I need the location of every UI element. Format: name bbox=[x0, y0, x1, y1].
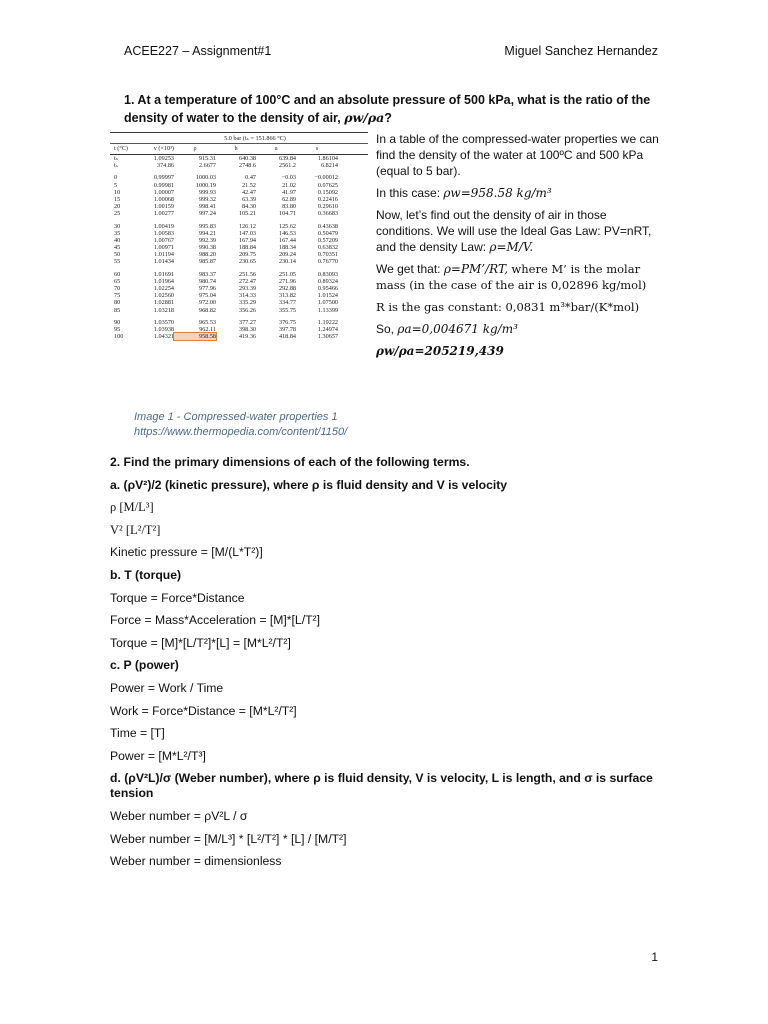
table-cell: 0.36683 bbox=[317, 210, 338, 218]
table-cell: 1.00068 bbox=[153, 195, 174, 203]
table-cell: 80 bbox=[114, 299, 121, 307]
table-cell: 1.03218 bbox=[153, 306, 174, 314]
table-cell: 85 bbox=[114, 306, 121, 314]
table-cell: 230.65 bbox=[238, 258, 256, 266]
part-a-line: ρ [M/L³] bbox=[110, 500, 154, 515]
table-cell: 1.02881 bbox=[153, 299, 174, 307]
table-cell: 147.03 bbox=[238, 229, 256, 237]
table-row bbox=[110, 237, 368, 244]
table-header-cell: v (×10³) bbox=[153, 145, 174, 152]
table-cell: tₛ bbox=[114, 162, 119, 170]
compressed-water-table bbox=[110, 132, 368, 340]
table-cell: 1.01691 bbox=[153, 270, 174, 278]
table-cell: 25 bbox=[114, 210, 121, 218]
table-cell: 2561.2 bbox=[278, 162, 296, 170]
table-cell: 1.07500 bbox=[317, 299, 338, 307]
table-cell: 1.03570 bbox=[153, 318, 174, 326]
table-cell: 42.47 bbox=[242, 188, 256, 196]
part-b-line: Torque = [M]*[L/T²]*[L] = [M*L²/T²] bbox=[110, 635, 291, 650]
table-row bbox=[110, 230, 368, 237]
table-cell: 40 bbox=[114, 236, 121, 244]
table-cell: 419.36 bbox=[238, 333, 256, 341]
table-cell: 355.75 bbox=[278, 306, 296, 314]
table-cell: 1.30657 bbox=[317, 333, 338, 341]
caption-url: https://www.thermopedia.com/content/1150/ bbox=[134, 426, 348, 438]
table-cell: 314.33 bbox=[238, 292, 256, 300]
image-caption bbox=[134, 410, 374, 440]
part-c-line: Time = [T] bbox=[110, 726, 165, 741]
table-row bbox=[110, 203, 368, 210]
table-cell: 60 bbox=[114, 270, 121, 278]
table-cell: 418.84 bbox=[278, 333, 296, 341]
table-cell: 0.76770 bbox=[317, 258, 338, 266]
table-cell: 1.00419 bbox=[153, 222, 174, 230]
part-c-line: Power = Work / Time bbox=[110, 680, 224, 695]
table-cell: 983.37 bbox=[198, 270, 216, 278]
table-row bbox=[110, 319, 368, 326]
water-density-value: ρw=958.58 kg/m³ bbox=[443, 186, 552, 200]
table-cell: 398.30 bbox=[238, 325, 256, 333]
table-row bbox=[110, 333, 368, 340]
table-cell: 0.57209 bbox=[317, 236, 338, 244]
page-number: 1 bbox=[651, 950, 658, 964]
table-cell: 188.34 bbox=[278, 244, 296, 252]
table-cell: 293.39 bbox=[238, 285, 256, 292]
table-cell: −0.00012 bbox=[314, 174, 338, 182]
part-c-line: Work = Force*Distance = [M*L²/T²] bbox=[110, 703, 297, 718]
table-cell: 0.99997 bbox=[153, 174, 174, 182]
table-title: 5.0 bar (tₛ = 151.866 °C) bbox=[110, 133, 368, 144]
table-cell: 958.58 bbox=[174, 333, 216, 340]
table-cell: 126.12 bbox=[238, 222, 256, 230]
table-cell: 1.00583 bbox=[153, 229, 174, 237]
table-cell: 0 bbox=[114, 174, 118, 182]
table-cell: −0.03 bbox=[281, 174, 296, 182]
table-header-cell: s bbox=[315, 145, 319, 152]
answer-1-ratio: ρw/ρa=205219,439 bbox=[376, 344, 504, 358]
table-cell: 209.24 bbox=[278, 251, 296, 259]
table-cell: 55 bbox=[114, 258, 121, 266]
question-1-end: ? bbox=[384, 111, 392, 125]
answer-1-water-density bbox=[376, 185, 666, 201]
table-cell: 2748.6 bbox=[238, 162, 256, 170]
table-cell: 1.01194 bbox=[154, 251, 174, 259]
table-cell: 188.84 bbox=[238, 244, 256, 252]
table-row bbox=[110, 155, 368, 162]
part-b-line: Force = Mass*Acceleration = [M]*[L/T²] bbox=[110, 613, 320, 628]
table-cell: 1000.03 bbox=[195, 174, 216, 182]
table-row bbox=[110, 196, 368, 203]
table-header-cell: ρ bbox=[193, 145, 197, 152]
table-cell: 35 bbox=[114, 229, 121, 237]
table-cell: 21.02 bbox=[282, 181, 296, 189]
part-c-line: Power = [M*L²/T³] bbox=[110, 748, 206, 763]
table-cell: 377.27 bbox=[238, 318, 256, 326]
table-cell: 271.96 bbox=[278, 277, 296, 285]
table-cell: 962.11 bbox=[199, 325, 216, 333]
table-cell: 104.71 bbox=[278, 210, 296, 218]
table-cell: 1.24974 bbox=[317, 325, 338, 333]
table-cell: 1.01524 bbox=[317, 292, 338, 300]
table-cell: 992.39 bbox=[198, 236, 216, 244]
table-header-cell: u bbox=[274, 145, 278, 152]
table-cell: 0.15092 bbox=[317, 188, 338, 196]
table-cell: 20 bbox=[114, 203, 121, 211]
table-cell: 50 bbox=[114, 251, 121, 259]
table-row bbox=[110, 174, 368, 181]
table-row bbox=[110, 223, 368, 230]
table-cell: 1.02560 bbox=[153, 292, 174, 300]
question-1-text: 1. At a temperature of 100°C and an absolute pressure of 500 kPa, what is the ratio of the density of water to the density of air, bbox=[124, 93, 651, 125]
table-cell: 915.31 bbox=[198, 155, 216, 162]
table-cell: 251.05 bbox=[278, 270, 296, 278]
table-cell: 1.04321 bbox=[153, 333, 174, 341]
table-cell: tₛ bbox=[114, 155, 119, 162]
table-cell: 10 bbox=[114, 188, 121, 196]
question-2 bbox=[110, 455, 670, 877]
table-cell: 1.02254 bbox=[153, 285, 174, 292]
label-text: Now, let’s find out the density of air in those conditions. We will use the Ideal Gas Law: PV=nRT, and the density Law: bbox=[376, 208, 652, 254]
table-cell: 1.13399 bbox=[317, 306, 338, 314]
table-cell: 167.44 bbox=[278, 236, 296, 244]
table-cell: 990.38 bbox=[198, 244, 216, 252]
table-cell: 41.97 bbox=[282, 188, 296, 196]
table-cell: 374.86 bbox=[156, 162, 174, 170]
table-cell: 313.82 bbox=[278, 292, 296, 300]
table-cell: 1.01434 bbox=[153, 258, 174, 266]
answer-1-gas-law bbox=[376, 207, 666, 255]
header-author: Miguel Sanchez Hernandez bbox=[504, 44, 658, 58]
table-cell: 639.84 bbox=[278, 155, 296, 162]
table-header-cell: h bbox=[234, 145, 238, 152]
part-d-line: Weber number = ρV²L / σ bbox=[110, 808, 248, 823]
table-cell: 376.75 bbox=[278, 318, 296, 326]
table-cell: 1.00007 bbox=[153, 188, 174, 196]
table-cell: 397.78 bbox=[278, 325, 296, 333]
table-cell: 84.30 bbox=[242, 203, 256, 211]
table-cell: 0.99981 bbox=[153, 181, 174, 189]
table-cell: 1.00971 bbox=[153, 244, 174, 252]
table-cell: 988.20 bbox=[198, 251, 216, 259]
table-cell: 125.62 bbox=[278, 222, 296, 230]
table-cell: 100 bbox=[114, 333, 124, 341]
table-cell: 0.83093 bbox=[317, 270, 338, 278]
table-cell: 1.03938 bbox=[153, 325, 174, 333]
table-cell: 985.87 bbox=[198, 258, 216, 266]
table-row bbox=[110, 162, 368, 169]
table-cell: 272.47 bbox=[238, 277, 256, 285]
table-cell: 21.52 bbox=[242, 181, 256, 189]
table-cell: 95 bbox=[114, 325, 121, 333]
table-row bbox=[110, 285, 368, 292]
table-cell: 997.24 bbox=[198, 210, 216, 218]
table-cell: 0.22416 bbox=[317, 195, 338, 203]
table-cell: 965.53 bbox=[198, 318, 216, 326]
table-cell: 995.83 bbox=[198, 222, 216, 230]
part-a-heading: a. (ρV²)/2 (kinetic pressure), where ρ is fluid density and V is velocity bbox=[110, 477, 508, 492]
table-row bbox=[110, 299, 368, 306]
table-cell: 209.75 bbox=[238, 251, 256, 259]
table-cell: 977.96 bbox=[198, 285, 216, 292]
table-cell: 15 bbox=[114, 195, 121, 203]
table-cell: 0.95466 bbox=[317, 285, 338, 292]
table-cell: 2.6677 bbox=[198, 162, 216, 170]
air-density-value: ρa=0,004671 kg/m³ bbox=[397, 322, 518, 336]
table-row bbox=[110, 278, 368, 285]
table-cell: 640.38 bbox=[238, 155, 256, 162]
table-cell: 75 bbox=[114, 292, 121, 300]
answer-1-gas-constant: R is the gas constant: 0,0831 m³*bar/(K*mol) bbox=[376, 300, 640, 314]
answer-1-column bbox=[376, 131, 666, 365]
label-text: In this case: bbox=[376, 186, 441, 200]
part-b-heading: b. T (torque) bbox=[110, 567, 182, 582]
table-cell: 0.70351 bbox=[317, 251, 338, 259]
table-body bbox=[110, 155, 368, 340]
part-d-heading: d. (ρV²L)/σ (Weber number), where ρ is fluid density, V is velocity, L is length, and σ is surface tension bbox=[110, 771, 653, 801]
table-cell: 0.63832 bbox=[317, 244, 338, 252]
table-cell: 1.19222 bbox=[317, 318, 338, 326]
table-cell: 0.43638 bbox=[317, 222, 338, 230]
part-a-line: Kinetic pressure = [M/(L*T²)] bbox=[110, 545, 263, 560]
table-cell: 1.01964 bbox=[153, 277, 174, 285]
table-cell: 230.14 bbox=[278, 258, 296, 266]
compressed-water-table-image bbox=[110, 132, 368, 442]
table-cell: 5 bbox=[114, 181, 118, 189]
table-cell: 62.89 bbox=[282, 195, 296, 203]
table-cell: 994.21 bbox=[198, 229, 216, 237]
table-row bbox=[110, 244, 368, 251]
table-cell: 1.09253 bbox=[153, 155, 174, 162]
question-1-math: ρw/ρa bbox=[344, 110, 385, 125]
table-cell: 1000.19 bbox=[195, 181, 216, 189]
part-d-line: Weber number = dimensionless bbox=[110, 854, 282, 869]
label-text: So, bbox=[376, 322, 395, 336]
table-cell: 167.94 bbox=[238, 236, 256, 244]
table-cell: 1.86104 bbox=[317, 155, 338, 162]
table-cell: 0.29610 bbox=[317, 203, 338, 211]
table-cell: 356.26 bbox=[238, 306, 256, 314]
table-cell: 999.32 bbox=[198, 195, 216, 203]
table-header-row bbox=[110, 144, 368, 155]
table-cell: 83.80 bbox=[282, 203, 296, 211]
table-cell: 335.29 bbox=[238, 299, 256, 307]
table-row bbox=[110, 210, 368, 217]
table-cell: 251.56 bbox=[238, 270, 256, 278]
table-cell: 0.50479 bbox=[317, 229, 338, 237]
table-row bbox=[110, 271, 368, 278]
table-cell: 6.8214 bbox=[320, 162, 338, 170]
table-cell: 0.07625 bbox=[317, 181, 338, 189]
table-cell: 0.47 bbox=[245, 174, 256, 182]
table-cell: 999.93 bbox=[198, 188, 216, 196]
part-b-line: Torque = Force*Distance bbox=[110, 590, 245, 605]
table-cell: 0.89324 bbox=[317, 277, 338, 285]
part-d-line: Weber number = [M/L³] * [L²/T²] * [L] / [M/T²] bbox=[110, 831, 347, 846]
table-cell: 105.21 bbox=[238, 210, 256, 218]
table-cell: 1.00277 bbox=[153, 210, 174, 218]
table-row bbox=[110, 326, 368, 333]
part-a-line: V² [L²/T²] bbox=[110, 522, 161, 537]
table-cell: 70 bbox=[114, 285, 121, 292]
molar-mass-text: where M’ is the molar mass (in the case of the air is 0,02896 kg/mol) bbox=[376, 262, 647, 292]
answer-1-intro: In a table of the compressed-water properties we can find the density of the water at 100ºC and 500 kPa (equal to 5 bar). bbox=[376, 132, 659, 178]
table-cell: 1.00159 bbox=[153, 203, 174, 211]
question-1 bbox=[124, 92, 664, 127]
table-row bbox=[110, 251, 368, 258]
answer-1-air-density bbox=[376, 321, 666, 337]
table-row bbox=[110, 307, 368, 314]
answer-1-molar bbox=[376, 261, 666, 293]
table-row bbox=[110, 189, 368, 196]
part-c-heading: c. P (power) bbox=[110, 658, 179, 673]
table-cell: 968.82 bbox=[198, 306, 216, 314]
table-row bbox=[110, 182, 368, 189]
table-cell: 980.74 bbox=[198, 277, 216, 285]
table-cell: 90 bbox=[114, 318, 121, 326]
table-cell: 45 bbox=[114, 244, 121, 252]
table-cell: 30 bbox=[114, 222, 121, 230]
table-cell: 998.41 bbox=[198, 203, 216, 211]
table-cell: 146.53 bbox=[278, 229, 296, 237]
table-cell: 292.88 bbox=[278, 285, 296, 292]
table-cell: 972.00 bbox=[198, 299, 216, 307]
label-text: We get that: bbox=[376, 262, 441, 276]
caption-title: Image 1 - Compressed-water properties 1 bbox=[134, 411, 338, 423]
table-row bbox=[110, 258, 368, 265]
table-cell: 1.00767 bbox=[153, 236, 174, 244]
table-header-cell: t (°C) bbox=[114, 145, 128, 152]
table-cell: 334.77 bbox=[278, 299, 296, 307]
header-course: ACEE227 – Assignment#1 bbox=[124, 44, 272, 58]
density-law: ρ=M/V. bbox=[489, 240, 534, 254]
table-cell: 63.39 bbox=[242, 195, 256, 203]
table-row bbox=[110, 292, 368, 299]
table-cell: 975.04 bbox=[198, 292, 216, 300]
question-2-title: 2. Find the primary dimensions of each of the following terms. bbox=[110, 455, 470, 469]
table-cell: 65 bbox=[114, 277, 121, 285]
density-formula: ρ=PM’/RT, bbox=[443, 262, 509, 276]
